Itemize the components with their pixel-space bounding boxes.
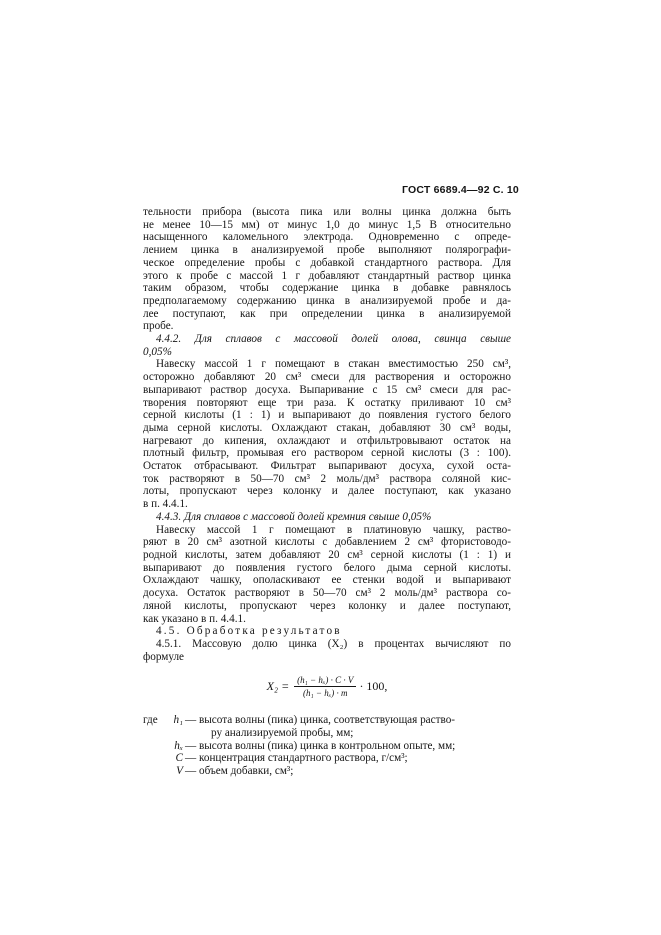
- formula-rhs: · 100,: [359, 679, 388, 694]
- section-heading-4-4-3: [143, 511, 511, 524]
- text-line: Навеску массой 1 г помещают в платиновую чашку, раство-: [156, 523, 511, 536]
- text-line: Остаток отбрасывают. Фильтрат выпаривают досуха, сухой оста-: [143, 460, 511, 473]
- text-line: Охлаждают чашку, ополаскивают ее стенки водой и выпаривают: [143, 574, 511, 587]
- formula-denominator: (h₁ − hₓ) · m: [303, 688, 348, 699]
- text-line: лением цинка в анализируемой пробе выполняют полярографи-: [143, 244, 511, 257]
- text-line: ческое определение пробы с добавкой стандартного раствора. Для: [143, 256, 511, 269]
- formula: [143, 675, 511, 698]
- text-line: таким образом, чтобы содержание цинка в добавке равнялось: [143, 282, 511, 295]
- text-line: в п. 4.4.1.: [143, 498, 188, 511]
- legend-text: — объем добавки, см³;: [185, 765, 294, 778]
- text-line: этого к пробе с массой 1 г добавляют стандартный раствор цинка: [143, 269, 511, 282]
- text-line: осторожно добавляют 20 см³ смеси для растворения и осторожно: [143, 371, 511, 384]
- text-line: творения повторяют еще три раза. К остатку приливают 10 см³: [143, 396, 511, 409]
- formula-numerator: (h₁ − hₓ) · C · V: [294, 675, 356, 687]
- formula-fraction: [294, 675, 356, 698]
- legend-row: [143, 740, 511, 753]
- paragraph-4-4-3: [143, 524, 511, 626]
- text-line: выпаривают до появления густого белого дыма серной кислоты.: [143, 561, 511, 574]
- legend-symbol: V: [176, 765, 183, 778]
- text-line: тельности прибора (высота пика или волны цинка должна быть: [143, 206, 511, 218]
- section-heading-4-4-2: [143, 333, 511, 358]
- text-line: выпаривают раствор досуха. Выпаривание с 15 см³ смеси для рас-: [143, 383, 511, 396]
- heading-line: 4.5. Обработка результатов: [156, 625, 342, 638]
- heading-line: 4.4.3. Для сплавов с массовой долей кремния свыше 0,05%: [156, 510, 432, 523]
- legend-row: [143, 765, 511, 778]
- text-line: ляной кислоты, пропускают через колонку и далее поступают,: [143, 599, 511, 612]
- text-line: лее поступают, как при определении цинка в анализируемой: [143, 307, 511, 320]
- text-line: серной кислоты (1 : 1) и выпаривают до появления густого белого: [143, 409, 511, 422]
- legend-text: — высота волны (пика) цинка, соответствующая раство-: [185, 714, 456, 727]
- page-header: ГОСТ 6689.4—92 С. 10: [402, 184, 519, 196]
- text-line: ряют в 20 см³ азотной кислоты с добавлением 2 см³ фтористоводо-: [143, 536, 511, 549]
- legend-lead: где: [143, 714, 158, 727]
- text-line: предполагаемому содержанию цинка в анализируемой пробе и да-: [143, 294, 511, 307]
- text-line: лоты, пропускают через колонку и далее поступают, как указано: [143, 485, 511, 498]
- document-body: [143, 206, 511, 778]
- text-line: не менее 10—15 мм) от минус 1,0 до минус 1,5 В относительно: [143, 218, 511, 231]
- text-line: плотный фильтр, промывая его раствором серной кислоты (3 : 100).: [143, 447, 511, 460]
- heading-line: 0,05%: [143, 345, 172, 358]
- legend-symbol: h₁: [173, 714, 183, 727]
- paragraph-continuation: [143, 206, 511, 333]
- text-line: насыщенного каломельного электрода. Одновременно с опреде-: [143, 231, 511, 244]
- legend-symbol: hₓ: [174, 739, 183, 752]
- text-line: нагревают до кипения, охлаждают и отфильтровывают остаток на: [143, 434, 511, 447]
- legend-row: [143, 714, 511, 727]
- text-line: 4.5.1. Массовую долю цинка (X₂) в процентах вычисляют по: [156, 637, 511, 650]
- paragraph-4-5-1: [143, 638, 511, 663]
- text-line: Навеску массой 1 г помещают в стакан вместимостью 250 см³,: [156, 358, 511, 371]
- legend-row: [143, 752, 511, 765]
- legend-text: — концентрация стандартного раствора, г/см³;: [185, 752, 408, 765]
- legend-symbol: C: [175, 752, 183, 765]
- text-line: как указано в п. 4.4.1.: [143, 612, 246, 625]
- text-line: пробе.: [143, 320, 174, 333]
- text-line: ток растворяют в 50—70 см³ 2 моль/дм³ раствора соляной кис-: [143, 472, 511, 485]
- text-line: формуле: [143, 650, 184, 663]
- paragraph-4-4-2: [143, 358, 511, 510]
- text-line: досуха. Остаток растворяют в 50—70 см³ 2 моль/дм³ раствора со-: [143, 587, 511, 600]
- text-line: родной кислоты, затем добавляют 20 см³ серной кислоты (1 : 1) и: [143, 548, 511, 561]
- formula-legend: [143, 714, 511, 778]
- heading-line: 4.4.2. Для сплавов с массовой долей олова, свинца свыше: [156, 333, 511, 346]
- text-line: дыма серной кислоты. Охлаждают стакан, добавляют 30 см³ воды,: [143, 421, 511, 434]
- legend-continuation: ру анализируемой пробы, мм;: [211, 727, 354, 740]
- formula-lhs: X₂ =: [266, 679, 290, 694]
- legend-text: — высота волны (пика) цинка в контрольном опыте, мм;: [185, 739, 456, 752]
- section-heading-4-5: [143, 625, 511, 638]
